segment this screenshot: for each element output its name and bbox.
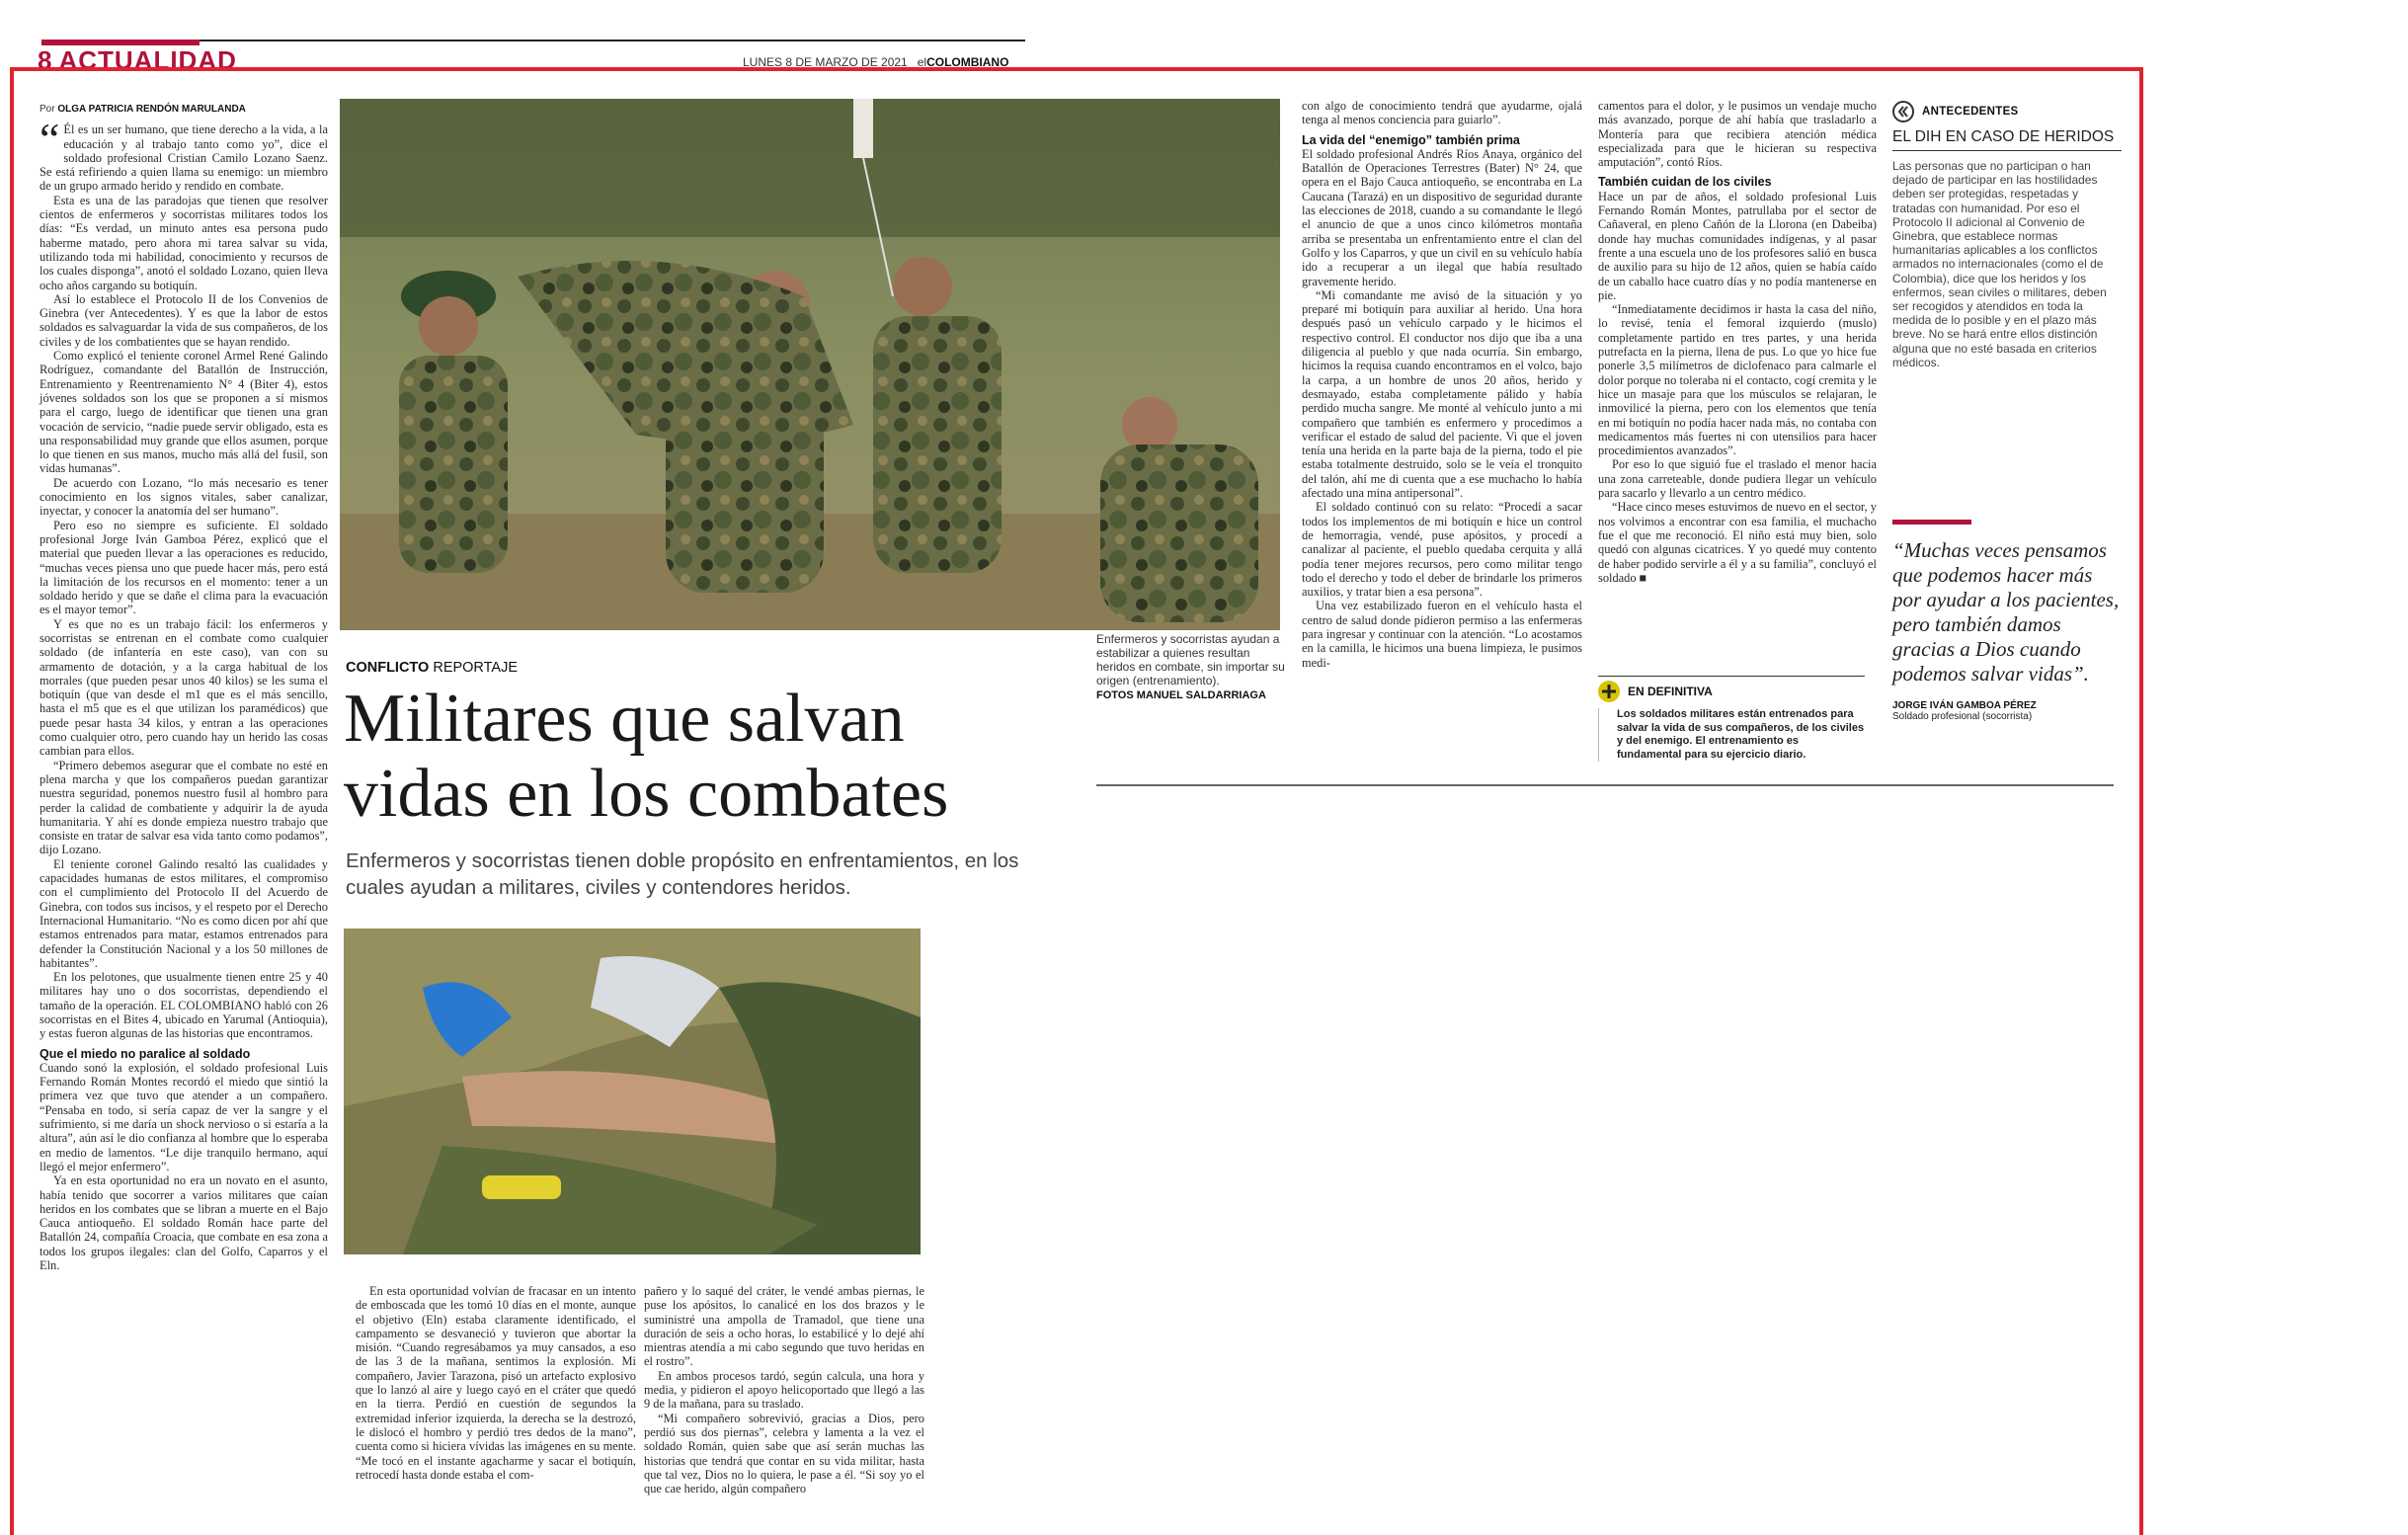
- antecedentes-sidebar: [1892, 101, 2122, 369]
- main-photo: [340, 99, 1280, 630]
- chevron-double-left-icon: [1892, 101, 1914, 122]
- pull-quote-attribution: JORGE IVÁN GAMBOA PÉREZ Soldado profesional (socorrista): [1892, 700, 2037, 722]
- paragraph: El teniente coronel Galindo resaltó las cualidades y capacidades humanas de estos militares, el compromiso con el cumplimiento del Protocolo II del Acuerdo de Ginebra, con todos sus incisos, y el respeto por el Derecho Internacional Humanitario. “No es como dicen por ahí que estamos entrenados para matar, estamos entrenados para defender la Constitución Nacional y a los 50 millones de habitantes”.: [40, 856, 328, 970]
- subheading-miedo: Que el miedo no paralice al soldado: [40, 1046, 251, 1061]
- section-divider: [1096, 784, 2114, 786]
- paragraph: En los pelotones, que usualmente tienen entre 25 y 40 militares hay uno o dos socorristas, dependiendo el tamaño de la operación. EL COLOMBIANO habló con 26 socorristas en el Bites 4, ubicado en Yarumal (Antioquia), y estas fueron algunas de las historias que encontramos.: [40, 970, 328, 1041]
- page-number: 8: [38, 45, 53, 75]
- paragraph: Pero eso no siempre es suficiente. El soldado profesional Jorge Iván Gamboa Pérez, explicó que el material que pueden llevar a las operaciones es reducido, “muchas veces piensa uno que puede hacer más, pero está la limitación de los recursos en el momento: tener a un soldado herido y que se dañe el clima para la evacuación es el mayor temor”.: [40, 518, 328, 617]
- pull-quote-text: “Muchas veces pensamos que podemos hacer más por ayudar a los pacientes, pero también damos gracias a Dios cuando podemos salvar vidas”.: [1892, 538, 2120, 686]
- column-1-body: [40, 114, 328, 1041]
- article-column-1: [40, 103, 328, 1272]
- paragraph: En esta oportunidad volvían de fracasar en un intento de emboscada que les tomó 10 días en el monte, aunque el objetivo (Eln) estaba claramente identificado, el campamento se desvaneció y tuvieron que abortar la misión. “Cuando regresábamos ya muy cansados, a eso de las 3 de la mañana, sentimos la explosión. Mi compañero, Javier Tarazona, pisó un artefacto explosivo que lo lanzó al aire y luego cayó en el cráter que quedó en la tierra. Perdió en cuestión de segundos la extremidad inferior izquierda, la derecha se la destrozó, le dislocó el hombro y perdió tres dedos de la mano”, cuenta como si hiciera vívidas las imágenes en su mente. “Me tocó en el instante agacharme y sacar el botiquín, retrocedí hasta donde estaba el com-: [356, 1284, 636, 1482]
- paragraph: Así lo establece el Protocolo II de los Convenios de Ginebra (ver Antecedentes). Y es que la labor de estos soldados es salvaguardar la vida de sus compañeros, de los civiles y de los combatientes que se hayan rendido.: [40, 291, 328, 349]
- paragraph: Él es un ser humano, que tiene derecho a la vida, a la educación y al trabajo tanto como yo”, dice el soldado profesional Cristian Camilo Lozano Saenz. Se está refiriendo a quien llama su enemigo: un miembro de un grupo armado herido y rendido en combate.: [40, 122, 328, 194]
- article-column-5: [1598, 99, 1877, 585]
- paragraph: camentos para el dolor, y le pusimos un vendaje mucho más avanzado, porque de ahí había que trasladarlo a Montería para que recibiera atención médica especializada para que le hicieran su respectiva amputación”, contó Ríos.: [1598, 99, 1877, 170]
- article-column-3: [644, 1284, 924, 1495]
- article-column-2: [356, 1284, 636, 1482]
- subheading-civiles: También cuidan de los civiles: [1598, 175, 1772, 190]
- byline: Por OLGA PATRICIA RENDÓN MARULANDA: [40, 104, 246, 115]
- sidebar-title: EL DIH EN CASO DE HERIDOS: [1892, 128, 2115, 145]
- box-body: Los soldados militares están entrenados para salvar la vida de sus compañeros, de los civiles y del enemigo. El entrenamiento es fundamental para su ejercicio diario.: [1598, 708, 1865, 762]
- second-photo: [344, 929, 921, 1254]
- paragraph: Ya en esta oportunidad no era un novato en el asunto, había tenido que socorrer a varios militares que caían heridos en los combates que se libran a muerte en el Bajo Cauca antioqueño. El soldado Román hace parte del Batallón 24, compañía Croacia, que combate en esa zona a todos los grupos ilegales: clan del Golfo, Caparros y el Eln.: [40, 1173, 328, 1273]
- paragraph: El soldado profesional Andrés Ríos Anaya, orgánico del Batallón de Operaciones Terrestres (Bater) N° 24, que opera en el Bajo Cauca antioqueño, se encontraba en La Caucana (Tarazá) en un dispositivo de seguridad durante las elecciones de 2018, cuando a su comandante le llegó el anuncio de que a unos cinco kilómetros montaña arriba se presentaba un enfrentamiento entre el clan del Golfo y los Caparros, y que un civil en su vehículo había ido a recuperar a un ilegal que había resultado gravemente herido.: [1302, 146, 1582, 288]
- paragraph: Como explicó el teniente coronel Armel René Galindo Rodríguez, comandante del Batallón de Instrucción, Entrenamiento y Reentrenamiento N° 4 (Biter 4), estos jóvenes soldados son los que se proponen a sí mismos para el cargo, luego de identificar que tienen una gran vocación de servicio, “nadie puede servir obligado, esta es una responsabilidad muy grande que ellos asumen, porque lo que tienen en sus manos, mucho más allá del fusil, son vidas humanas”.: [40, 349, 328, 476]
- paragraph: Y es que no es un trabajo fácil: los enfermeros y socorristas se entrenan en el combate como cualquier soldado (de infantería en este caso), van con su armamento de dotación, y a la carga habitual de los morrales (que pueden pesar unos 40 kilos) se les suma el botiquín (que van desde el m1 que es el más sencillo, hasta el m5 que es el que utilizan los paramédicos) que puede pesar hasta 34 kilos, y entran a las operaciones como cualquier otro, pero cuando hay un herido las cosas cambian para ellos.: [40, 616, 328, 759]
- paragraph: “Mi comandante me avisó de la situación y yo preparé mi botiquín para auxiliar al herido. Una hora después pasó un vehículo carpado y le hicimos el respectivo control. El conductor nos dijo que iba a una diligencia al pueblo y que nada ocurría. Sin embargo, hicimos la requisa cuando encontramos en el volco, bajo la carpa, a un hombre de unos 20 años, herido y desmayado, estaba completamente pálido y había perdido mucha sangre. Me monté al vehículo junto a mi compañero que también es enfermero y procedimos a verificar el estado de salud del paciente. Vi que el joven tenía una herida en la parte baja de la pierna, todo el pie estaba totalmente destruido, solo se le veía el tronquito del talón, ahí me di cuenta que a ese muchacho lo había afectado una mina antipersonal”.: [1302, 287, 1582, 501]
- sidebar-header: ANTECEDENTES: [1892, 101, 2122, 122]
- paragraph: De acuerdo con Lozano, “lo más necesario es tener conocimiento en los signos vitales, saber canalizar, inyectar, y conocer la anatomía del ser humano”.: [40, 475, 328, 519]
- paragraph: Por eso lo que siguió fue el traslado el menor hacia una zona carreteable, donde pudiera llegar un vehículo para sacarlo y llevarlo a un centro médico.: [1598, 457, 1877, 501]
- column-1-body-after: [40, 1061, 328, 1272]
- drop-quote-mark: “: [40, 114, 60, 165]
- paragraph: pañero y lo saqué del cráter, le vendé ambas piernas, le puse los apósitos, lo canalicé en los dos brazos y le suministré una ampolla de Tramadol, que tiene una duración de seis a ocho horas, lo estabilicé y lo dejé ahí mientras atendía a mi cabo segundo que tuvo heridas en el rostro”.: [644, 1284, 924, 1369]
- paragraph: Hace un par de años, el soldado profesional Luis Fernando Román Montes, patrullaba por el sector de Cañaveral, en pleno Cañón de la Llorona (en Dabeiba) donde hay muchas comunidades indígenas, y al pasar frente a una escuela uno de los profesores salió en busca de auxilio para su hijo de 12 años, quien se había caído de un caballo hace cuatro días y no podía mantenerse en pie.: [1598, 189, 1877, 302]
- cross-icon: [1598, 681, 1620, 702]
- paragraph: “Hace cinco meses estuvimos de nuevo en el sector, y nos volvimos a encontrar con esa familia, el muchacho fue el que me reconoció. El niño está muy bien, solo quedó con algunas cicatrices. Y yo quedé muy contento de haber podido servirle a él y a su familia”, concluyó el soldado ■: [1598, 500, 1877, 585]
- sidebar-body: Las personas que no participan o han dejado de participar en las hostilidades deben ser protegidas, respetadas y tratadas con humanidad. Por eso el Protocolo II adicional al Convenio de Ginebra, que establece normas humanitarias aplicables a los conflictos armados no internacionales (como el de Colombia), dice que los heridos y los enfermos, sean civiles o militares, deben ser recogidos y atendidos en toda la medida de lo posible y en el plazo más breve. No se hará entre ellos distinción alguna que no esté basada en criterios médicos.: [1892, 159, 2107, 369]
- photo-caption-block: [1096, 632, 1290, 701]
- paragraph: Cuando sonó la explosión, el soldado profesional Luis Fernando Román Montes recordó el miedo que sintió la primera vez que tuvo que atender a un compañero. “Pensaba en todo, si sería capaz de ver la sangre y el sufrimiento, si me daría un shock nervioso o si estaría a la altura”, aún así le dio confianza al hombre que lo esperaba en medio de lamentos. “Le dije tranquilo hermano, aquí llegó el mejor enfermero”.: [40, 1060, 328, 1173]
- paragraph: Esta es una de las paradojas que tienen que resolver cientos de enfermeros y socorristas militares todos los días: “Es verdad, un minuto antes esa persona pudo haberme matado, pero ahora mi tarea salvar su vida, utilizando toda mi habilidad, conocimiento y recursos de los cuales disponga”, anotó el soldado Lozano, quien lleva ocho años cargando su botiquín.: [40, 193, 328, 292]
- kicker: CONFLICTO REPORTAJE: [346, 660, 519, 676]
- paragraph: “Mi compañero sobrevivió, gracias a Dios, pero perdió sus dos piernas”, celebra y lamenta a la vez el soldado Román, quien sabe que así serán muchas las historias que tendrá que contar en su vida militar, hasta que tal vez, Dios no lo quiera, le pase a él. “Si soy yo el que cae herido, algún compañero: [644, 1411, 924, 1496]
- paragraph: “Inmediatamente decidimos ir hasta la casa del niño, lo revisé, tenía el femoral izquierdo (muslo) completamente partido en tres partes, y una herida putrefacta en la pierna, llena de pus. Lo que yo hice fue ponerle 3,5 milímetros de diclofenaco para calmarle el dolor porque no toleraba ni el contacto, cogí cremita y le hice un masaje para que los músculos se relajaran, le inmovilicé la pierna, pero con los elementos que tenía en mi botiquín no podía hacer nada más, no contaba con medicamentos más fuertes ni con utensilios para hacer procedimientos avanzados”.: [1598, 302, 1877, 458]
- paragraph: Una vez estabilizado fueron en el vehículo hasta el centro de salud donde pidieron permiso a las enfermeras para ingresar y continuar con la atención. “Lo acostamos en la camilla, le hicimos una buena limpieza, le pusimos medi-: [1302, 599, 1582, 670]
- paper-prefix: el: [917, 55, 927, 69]
- photo-credit: FOTOS MANUEL SALDARRIAGA: [1096, 689, 1266, 701]
- paragraph: En ambos procesos tardó, según calcula, una hora y media, y pidieron el apoyo helicoportado que llegó a las 9 de la mañana, para su traslado.: [644, 1368, 924, 1412]
- paragraph: El soldado continuó con su relato: “Procedí a sacar todos los implementos de mi botiquín e hice un control de hemorragia, vendé, puse apósitos, y procedí a canalizar al paciente, el pueblo quedaba cerquita y allá podía tener mejores recursos, pero como militar tengo todo el derecho y todo el deber de brindarle los primeros auxilios, y tratar bien a esa persona”.: [1302, 500, 1582, 600]
- photo-caption: Enfermeros y socorristas ayudan a estabilizar a quienes resultan heridos en combate, sin importar su origen (entrenamiento).: [1096, 632, 1285, 687]
- box-header: EN DEFINITIVA: [1598, 681, 1865, 702]
- headline: Militares que salvan vidas en los combates: [344, 681, 949, 832]
- paragraph: “Primero debemos asegurar que el combate no esté en plena marcha y que los compañeros puedan garantizar nuestra seguridad, ponemos nuestro fusil al hombro para perder la calidad de combatiente y adquirir la de ayuda humanitaria. Y ahí es donde empieza nuestro trabajo que consiste en tratar de salvar esa vida tanto como podamos”, dijo Lozano.: [40, 758, 328, 857]
- subheadline: Enfermeros y socorristas tienen doble propósito en enfrentamientos, en los cuales ayudan a militares, civiles y contendores heridos.: [346, 849, 1019, 899]
- issue-date: LUNES 8 DE MARZO DE 2021: [743, 55, 908, 69]
- paper-name: COLOMBIANO: [926, 55, 1009, 69]
- pull-quote: [1892, 520, 2122, 722]
- en-definitiva-box: [1598, 676, 1865, 762]
- article-column-4: [1302, 99, 1582, 670]
- paragraph: con algo de conocimiento tendrá que ayudarme, ojalá tenga al menos conciencia para guiarlo”.: [1302, 99, 1582, 127]
- section-name: ACTUALIDAD: [58, 45, 237, 75]
- sidebar-rule: [1892, 150, 2122, 151]
- pull-quote-bar: [1892, 520, 1971, 525]
- subheading-enemigo: La vida del “enemigo” también prima: [1302, 132, 1520, 147]
